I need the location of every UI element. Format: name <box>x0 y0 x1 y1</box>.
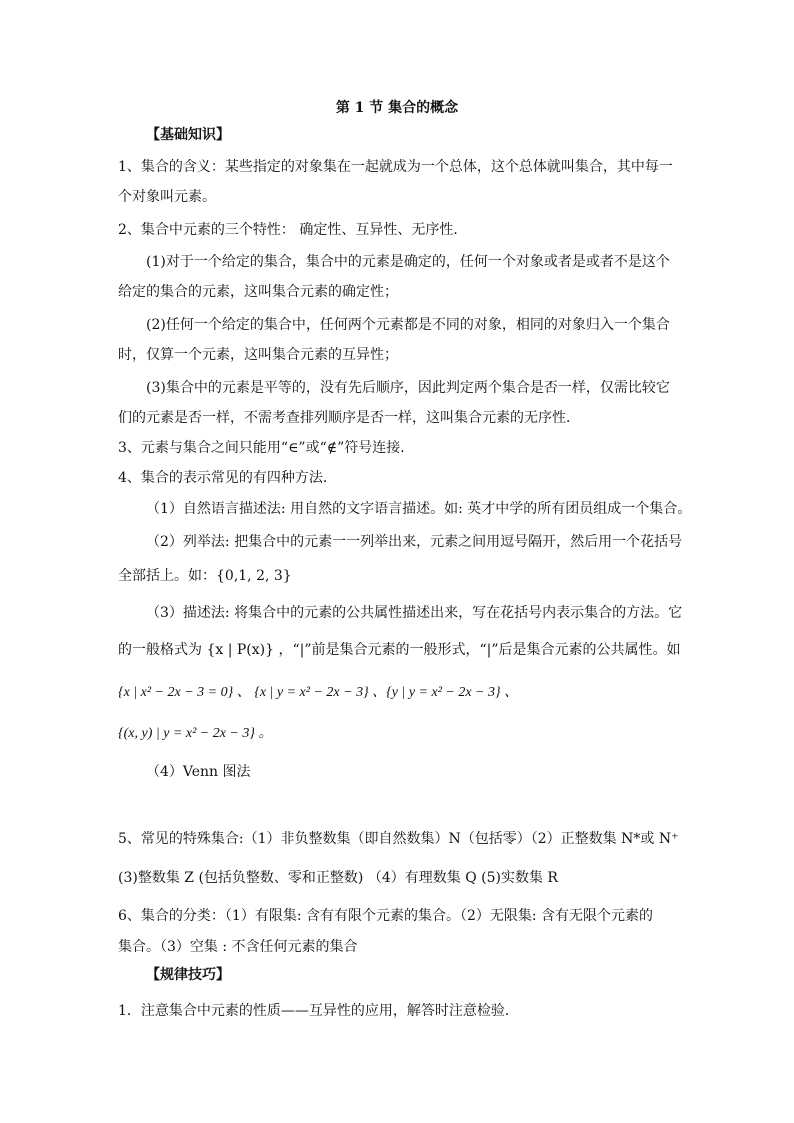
section-heading-basics: 【基础知识】 <box>146 127 230 143</box>
paragraph-line: （2）列举法: 把集合中的元素一一列举出来，元素之间用逗号隔开，然后用一个花括号 <box>146 534 683 550</box>
section-heading-skills: 【规律技巧】 <box>146 967 230 983</box>
paragraph-line: 1、集合的含义：某些指定的对象集在一起就成为一个总体，这个总体就叫集合，其中每一 <box>118 159 673 175</box>
paragraph-line: 2、集合中元素的三个特性： 确定性、互异性、无序性． <box>118 222 468 238</box>
paragraph-line: (3)整数集 Z (包括负整数、零和正整数) （4）有理数集 Q (5)实数集 R <box>118 870 558 886</box>
paragraph-line: 的一般格式为 {x | P(x)} ，“|”前是集合元素的一般形式，“|”后是集合元素的公共属性。如 <box>118 642 681 658</box>
page-title: 第 1 节 集合的概念 <box>335 100 459 116</box>
paragraph-line: 全部括上。如：{0,1, 2, 3} <box>118 568 292 584</box>
math-line: {x | x² − 2x − 3 = 0} 、 {x | y = x² − 2x − 3} 、{y | y = x² − 2x − 3} 、 <box>118 685 519 700</box>
paragraph-line: （3）描述法: 将集合中的元素的公共属性描述出来，写在花括号内表示集合的方法。它 <box>146 605 683 621</box>
paragraph-line: (1)对于一个给定的集合，集合中的元素是确定的，任何一个对象或者是或者不是这个 <box>146 254 670 270</box>
paragraph-line: (3)集合中的元素是平等的，没有先后顺序，因此判定两个集合是否一样，仅需比较它 <box>146 380 670 396</box>
paragraph-line: 3、元素与集合之间只能用“∈”或“∉”符号连接． <box>118 440 415 456</box>
paragraph-line: 5、常见的特殊集合:（1）非负整数集（即自然数集）N（包括零）（2）正整数集 N*或 N⁺ <box>118 831 679 847</box>
paragraph-line: 们的元素是否一样，不需考查排列顺序是否一样，这叫集合元素的无序性． <box>118 410 580 426</box>
paragraph-line: 集合。（3）空集 : 不含任何元素的集合 <box>118 939 358 955</box>
paragraph-line: （1）自然语言描述法: 用自然的文字语言描述。如: 英才中学的所有团员组成一个集合。 <box>146 501 692 517</box>
paragraph-line: 4、集合的表示常见的有四种方法． <box>118 470 337 486</box>
paragraph-line: （4）Venn 图法 <box>146 764 251 780</box>
paragraph-line: 6、集合的分类：（1）有限集: 含有有限个元素的集合。（2）无限集: 含有无限个元素的 <box>118 908 654 924</box>
math-line: {(x, y) | y = x² − 2x − 3} 。 <box>118 726 273 741</box>
paragraph-line: 给定的集合的元素，这叫集合元素的确定性； <box>118 284 398 300</box>
paragraph-line: (2)任何一个给定的集合中，任何两个元素都是不同的对象，相同的对象归入一个集合 <box>146 317 670 333</box>
paragraph-line: 个对象叫元素。 <box>118 189 216 205</box>
paragraph-line: 时，仅算一个元素，这叫集合元素的互异性； <box>118 347 398 363</box>
paragraph-line: 1．注意集合中元素的性质——互异性的应用，解答时注意检验． <box>118 1003 519 1019</box>
